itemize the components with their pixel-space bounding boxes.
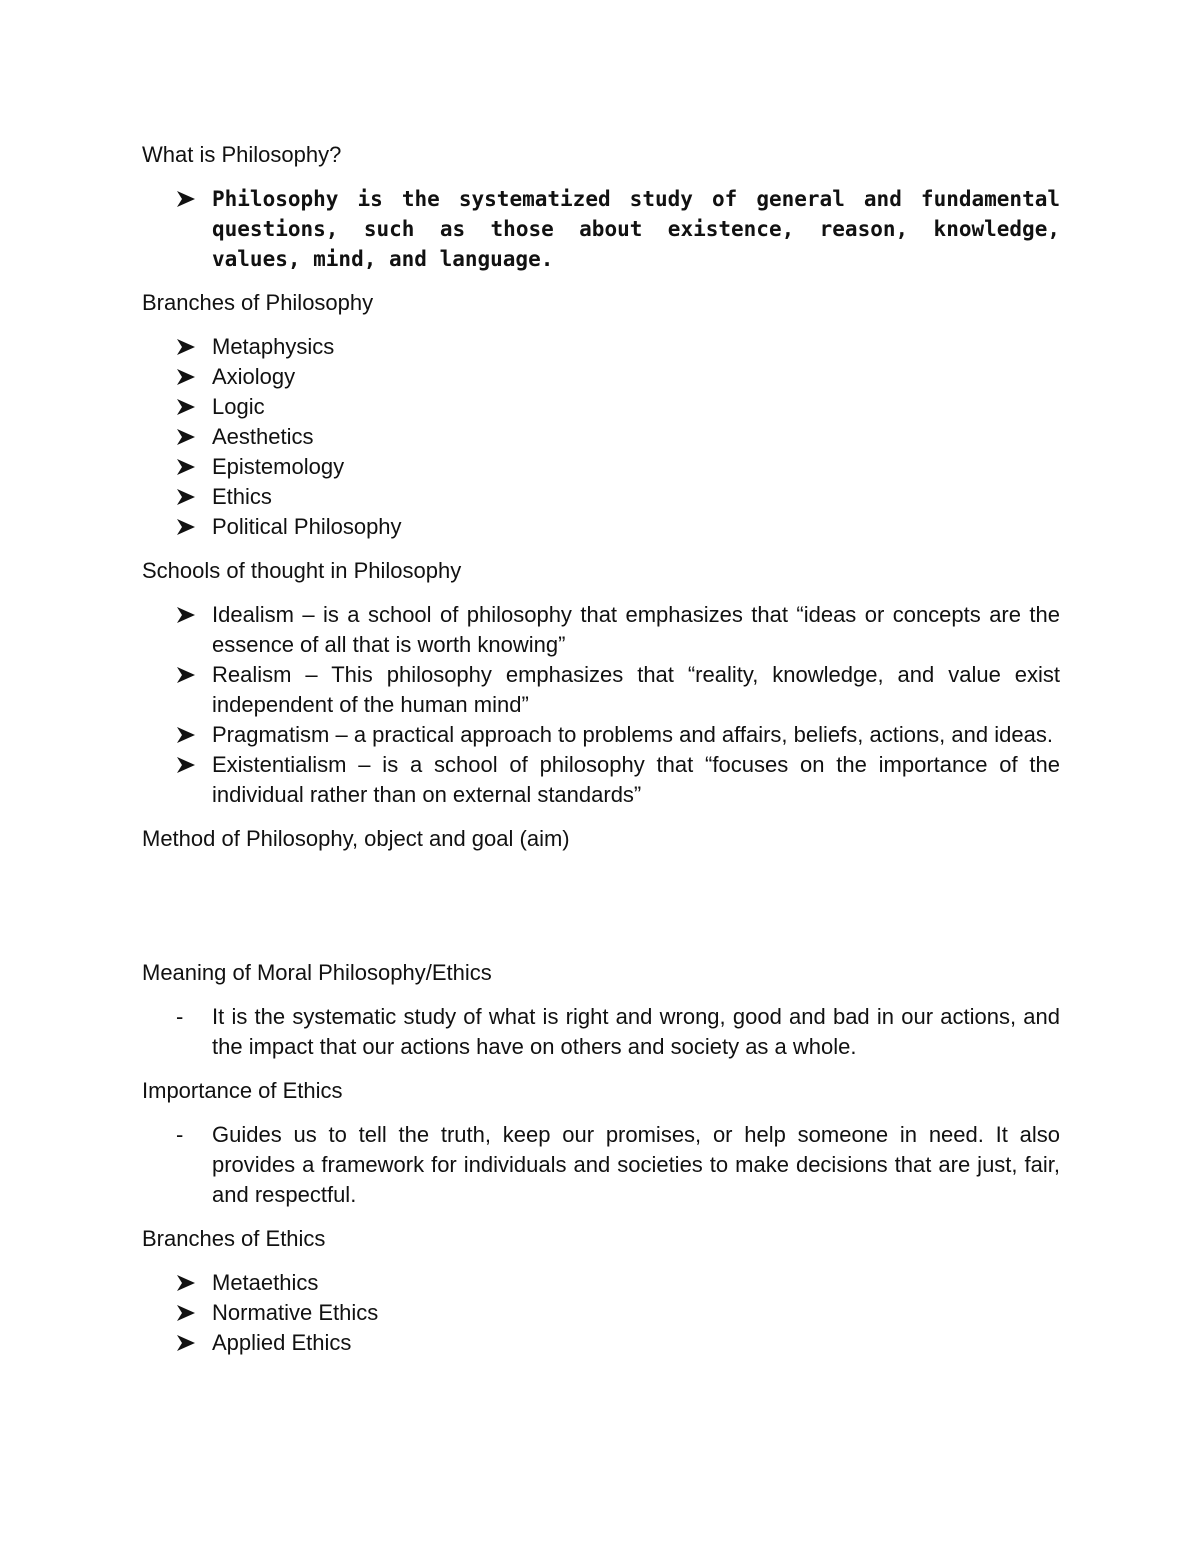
list-item	[142, 660, 1060, 720]
list-item-text: Metaphysics	[212, 334, 335, 359]
heading-moral-philosophy: Meaning of Moral Philosophy/Ethics	[142, 960, 492, 985]
list-item-text: Political Philosophy	[212, 514, 402, 539]
importance-list	[142, 1120, 1060, 1210]
arrowhead-bullet-icon	[176, 1298, 200, 1328]
arrowhead-bullet-icon	[176, 1268, 200, 1298]
list-item	[142, 1298, 1060, 1328]
list-item	[142, 1120, 1060, 1210]
branches-list	[142, 332, 1060, 542]
list-item-text: Axiology	[212, 364, 296, 389]
arrowhead-bullet-icon	[176, 184, 200, 214]
ethics-branches-list	[142, 1268, 1060, 1358]
list-item-text: Philosophy is the systematized study of general and fundamental questions, such as those about existence, reason, knowledge, values, mind, and language.	[212, 187, 1060, 271]
arrowhead-bullet-icon	[176, 482, 200, 512]
list-item-text: Logic	[212, 394, 265, 419]
heading-schools-of-thought: Schools of thought in Philosophy	[142, 558, 462, 583]
document-page	[142, 140, 1060, 1372]
list-item-text: Realism – This philosophy emphasizes that “reality, knowledge, and value exist independent of the human mind”	[212, 662, 1060, 717]
list-item-text: Normative Ethics	[212, 1300, 379, 1325]
arrowhead-bullet-icon	[176, 600, 200, 630]
arrowhead-bullet-icon	[176, 332, 200, 362]
dash-bullet: -	[176, 1004, 184, 1029]
list-item	[142, 332, 1060, 362]
list-item-text: It is the systematic study of what is right and wrong, good and bad in our actions, and the impact that our actions have on others and society as a whole.	[212, 1004, 1060, 1059]
list-item	[142, 392, 1060, 422]
arrowhead-bullet-icon	[176, 362, 200, 392]
list-item-text: Ethics	[212, 484, 272, 509]
list-item	[142, 1268, 1060, 1298]
list-item-text: Metaethics	[212, 1270, 319, 1295]
list-item	[142, 1002, 1060, 1062]
arrowhead-bullet-icon	[176, 1328, 200, 1358]
list-item	[142, 422, 1060, 452]
arrowhead-bullet-icon	[176, 512, 200, 542]
arrowhead-bullet-icon	[176, 422, 200, 452]
list-item	[142, 184, 1060, 274]
list-item-text: Applied Ethics	[212, 1330, 352, 1355]
heading-method-of-philosophy: Method of Philosophy, object and goal (aim)	[142, 826, 570, 851]
list-item-text: Existentialism – is a school of philosophy that “focuses on the importance of the individual rather than on external standards”	[212, 752, 1060, 807]
arrowhead-bullet-icon	[176, 660, 200, 690]
heading-what-is-philosophy: What is Philosophy?	[142, 142, 342, 167]
list-item-text: Aesthetics	[212, 424, 314, 449]
moral-list	[142, 1002, 1060, 1062]
arrowhead-bullet-icon	[176, 750, 200, 780]
list-item	[142, 720, 1060, 750]
list-item	[142, 600, 1060, 660]
list-item-text: Pragmatism – a practical approach to problems and affairs, beliefs, actions, and ideas.	[212, 722, 1053, 747]
list-item	[142, 362, 1060, 392]
list-item-text: Epistemology	[212, 454, 345, 479]
definition-list	[142, 184, 1060, 274]
list-item	[142, 452, 1060, 482]
arrowhead-bullet-icon	[176, 720, 200, 750]
list-item	[142, 1328, 1060, 1358]
heading-branches-of-ethics: Branches of Ethics	[142, 1226, 326, 1251]
list-item	[142, 512, 1060, 542]
blank-space	[142, 868, 1060, 958]
arrowhead-bullet-icon	[176, 452, 200, 482]
arrowhead-bullet-icon	[176, 392, 200, 422]
list-item-text: Idealism – is a school of philosophy that emphasizes that “ideas or concepts are the essence of all that is worth knowing”	[212, 602, 1060, 657]
dash-bullet: -	[176, 1122, 184, 1147]
list-item	[142, 482, 1060, 512]
schools-list	[142, 600, 1060, 810]
list-item-text: Guides us to tell the truth, keep our promises, or help someone in need. It also provides a framework for individuals and societies to make decisions that are just, fair, and respectful.	[212, 1122, 1060, 1207]
heading-branches-of-philosophy: Branches of Philosophy	[142, 290, 374, 315]
list-item	[142, 750, 1060, 810]
heading-importance-of-ethics: Importance of Ethics	[142, 1078, 343, 1103]
